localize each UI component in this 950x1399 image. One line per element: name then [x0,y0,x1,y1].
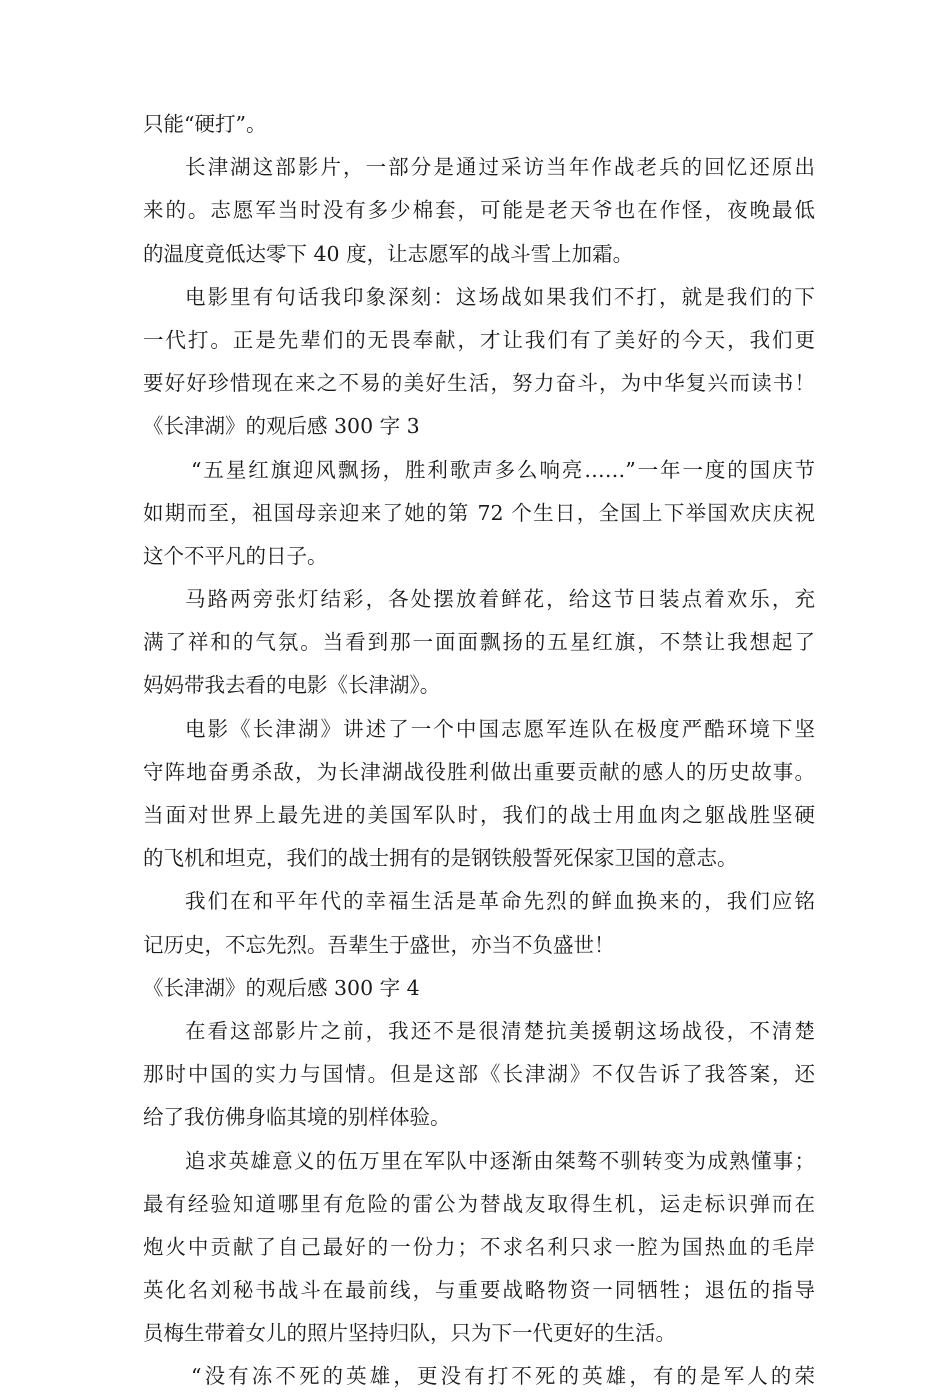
section-heading: 《长津湖》的观后感 300 字 4 [143,975,420,1000]
text-line: 当面对世界上最先进的美国军队时，我们的战士用血肉之躯战胜坚硬 [143,803,815,827]
text-line: 只能“硬打”。 [143,112,267,136]
text-line: 最有经验知道哪里有危险的雷公为替战友取得生机，运走标识弹而在 [143,1191,815,1216]
text-line: 这个不平凡的日子。 [143,543,328,568]
text-line: 炮火中贡献了自己最好的一份力；不求名利只求一腔为国热血的毛岸 [143,1234,815,1259]
paragraph-start: 长津湖这部影片，一部分是通过采访当年作战老兵的回忆还原出 [185,155,815,180]
paragraph-start: 我们在和平年代的幸福生活是革命先烈的鲜血换来的，我们应铭 [185,889,815,914]
document-page [143,103,815,1399]
text-line: 那时中国的实力与国情。但是这部《长津湖》不仅告诉了我答案，还 [143,1062,815,1087]
paragraph-start: 电影《长津湖》讲述了一个中国志愿军连队在极度严酷环境下坚 [185,716,815,741]
paragraph-start: 马路两旁张灯结彩，各处摆放着鲜花，给这节日装点着欢乐，充 [185,587,815,612]
text-line: 员梅生带着女儿的照片坚持归队，只为下一代更好的生活。 [143,1321,676,1346]
section-heading: 《长津湖》的观后感 300 字 3 [143,414,420,439]
paragraph-start: 电影里有句话我印象深刻：这场战如果我们不打，就是我们的下 [185,284,815,309]
text-line: 记历史，不忘先烈。吾辈生于盛世，亦当不负盛世！ [143,932,615,957]
text-line: 一代打。正是先辈们的无畏奉献，才让我们有了美好的今天，我们更 [143,327,815,352]
text-line: 英化名刘秘书战斗在最前线，与重要战略物资一同牺牲；退伍的指导 [143,1278,815,1303]
text-line: 给了我仿佛身临其境的别样体验。 [143,1105,451,1130]
text-line: 守阵地奋勇杀敌，为长津湖战役胜利做出重要贡献的感人的历史故事。 [143,759,815,784]
text-line: 的飞机和坦克，我们的战士拥有的是钢铁般誓死保家卫国的意志。 [143,846,738,871]
text-line: 满了祥和的气氛。当看到那一面面飘扬的五星红旗，不禁让我想起了 [143,630,815,655]
paragraph-start: “五星红旗迎风飘扬，胜利歌声多么响亮……”一年一度的国庆节 [191,457,815,482]
text-line: 的温度竟低达零下 40 度，让志愿军的战斗雪上加霜。 [143,241,634,266]
paragraph-start: 追求英雄意义的伍万里在军队中逐渐由桀骜不驯转变为成熟懂事； [185,1148,815,1173]
text-line: 如期而至，祖国母亲迎来了她的第 72 个生日，全国上下举国欢庆庆祝 [143,500,815,525]
text-line: 妈妈带我去看的电影《长津湖》。 [143,673,441,698]
paragraph-start: 在看这部影片之前，我还不是很清楚抗美援朝这场战役，不清楚 [185,1018,815,1043]
text-line: 要好好珍惜现在来之不易的美好生活，努力奋斗，为中华复兴而读书！ [143,371,815,396]
text-line: 来的。志愿军当时没有多少棉套，可能是老天爷也在作怪，夜晚最低 [143,198,815,223]
paragraph-start: “没有冻不死的英雄，更没有打不死的英雄，有的是军人的荣 [191,1364,815,1389]
